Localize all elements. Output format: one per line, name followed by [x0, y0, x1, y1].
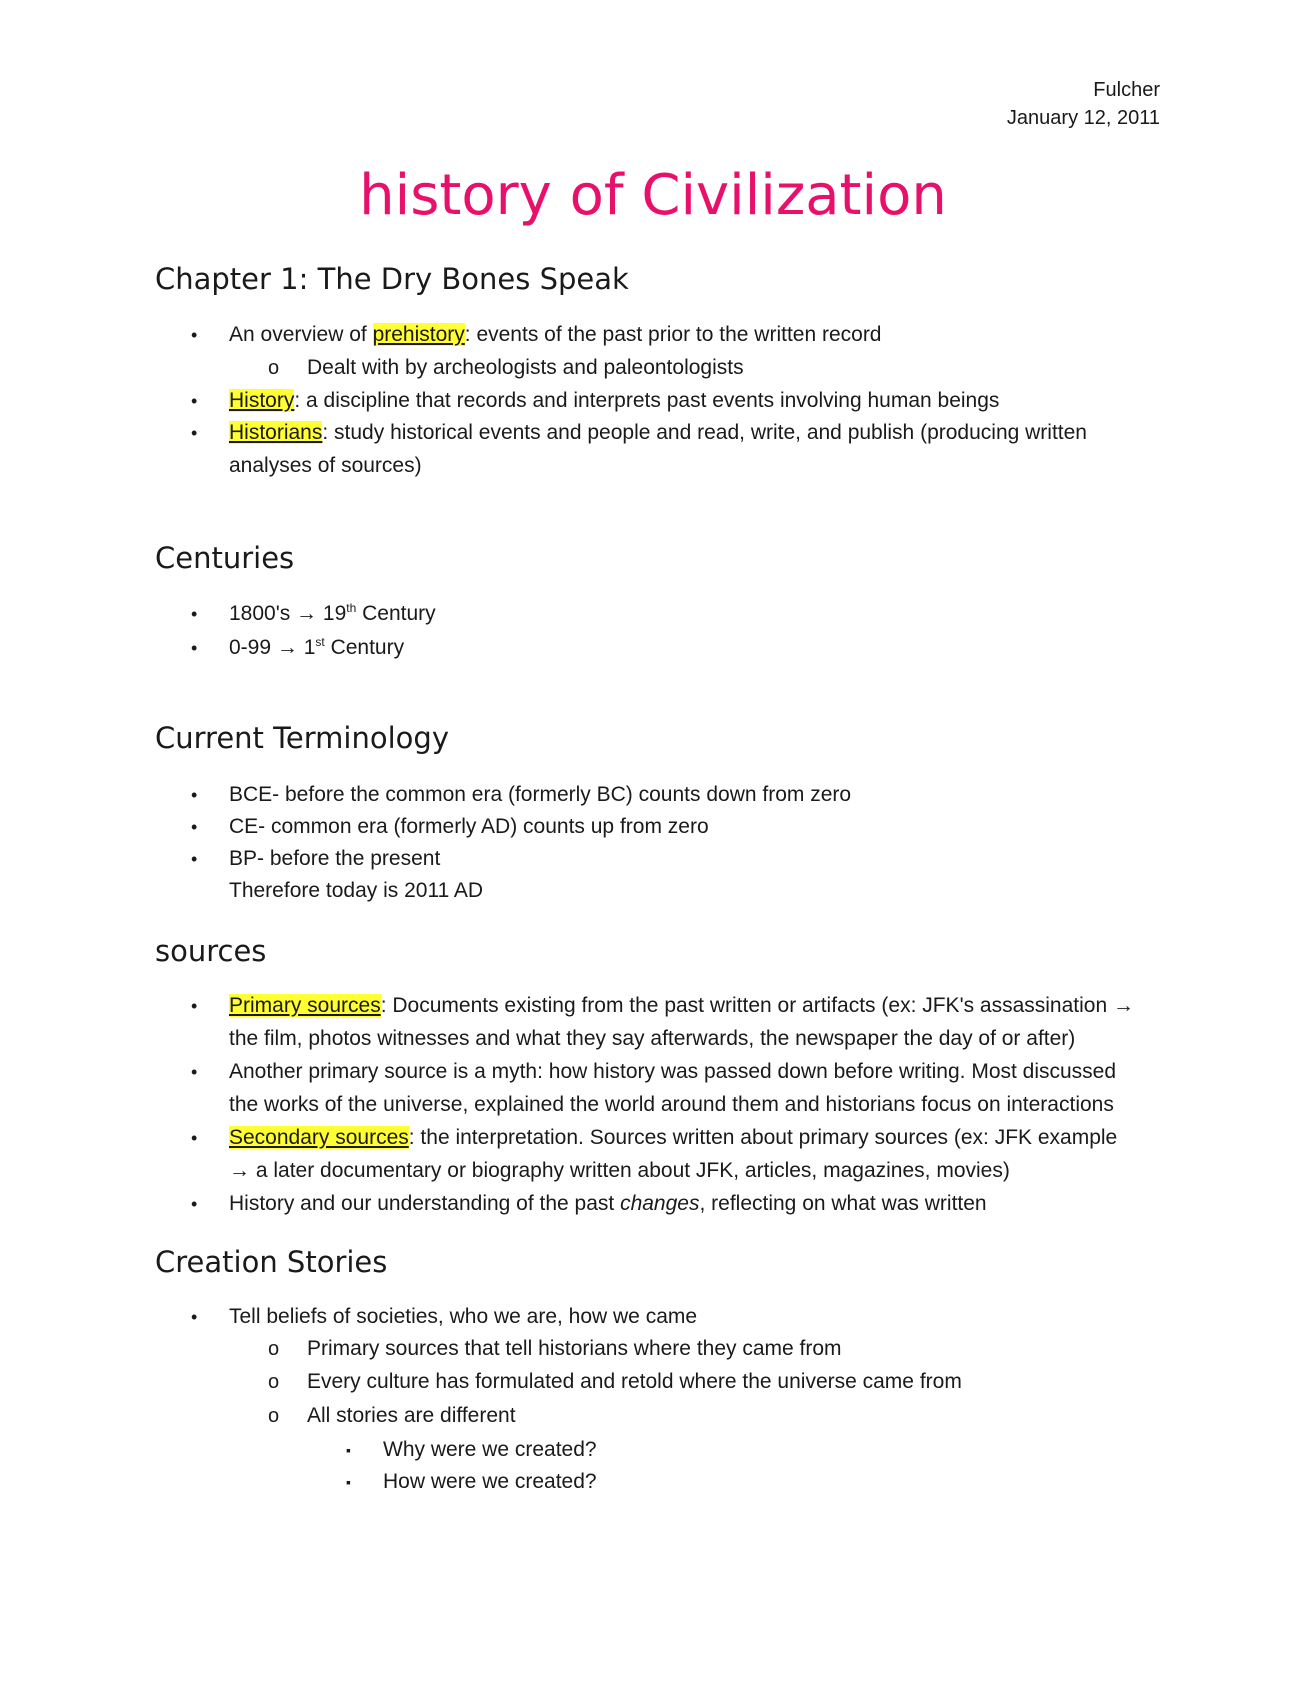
highlighted-term: prehistory	[372, 323, 465, 346]
list-item	[229, 418, 1087, 448]
item-text: Century	[356, 602, 436, 625]
item-text: , reflecting on what was written	[699, 1192, 987, 1215]
sub-list-item: Primary sources that tell historians where they came from	[307, 1337, 842, 1360]
bullet-marker: •	[191, 785, 198, 805]
list-item-continuation: → a later documentary or biography written about JFK, articles, magazines, movies)	[229, 1159, 1010, 1182]
document-title: history of Civilization	[359, 163, 947, 228]
square-bullet-marker: ▪	[346, 1442, 351, 1458]
bullet-marker: •	[191, 996, 198, 1016]
list-item-continuation: the film, photos witnesses and what they say afterwards, the newspaper the day of or after)	[229, 1027, 1076, 1050]
bullet-marker: •	[191, 849, 198, 869]
bullet-marker: •	[191, 604, 198, 624]
list-item-continuation: the works of the universe, explained the world around them and historians focus on interactions	[229, 1093, 1114, 1116]
list-item	[229, 633, 404, 663]
emphasized-word: changes	[620, 1192, 700, 1215]
list-item-continuation: analyses of sources)	[229, 454, 422, 477]
list-item	[229, 386, 999, 416]
highlighted-term: Historians	[229, 421, 323, 444]
bullet-marker: •	[191, 638, 198, 658]
sub-list-item: All stories are different	[307, 1404, 516, 1427]
list-item: Tell beliefs of societies, who we are, how we came	[229, 1305, 698, 1328]
bullet-marker: •	[191, 325, 198, 345]
sub-bullet-marker: o	[268, 1405, 280, 1427]
highlighted-term: Primary sources	[229, 994, 381, 1017]
list-item	[229, 1189, 987, 1219]
section-heading-chapter1: Chapter 1: The Dry Bones Speak	[155, 262, 629, 296]
document-date: January 12, 2011	[1006, 107, 1160, 129]
item-text: : the interpretation. Sources written about primary sources (ex: JFK example	[408, 1126, 1118, 1149]
superscript: th	[346, 601, 357, 615]
section-heading-centuries: Centuries	[155, 541, 295, 575]
item-text: : study historical events and people and read, write, and publish (producing written	[322, 421, 1087, 444]
list-item: BP- before the present	[229, 847, 441, 870]
bullet-marker: •	[191, 1062, 198, 1082]
sub-list-item: Dealt with by archeologists and paleontologists	[307, 356, 744, 379]
item-text: History and our understanding of the past	[229, 1192, 621, 1215]
author-name: Fulcher	[1093, 79, 1160, 101]
list-item: Another primary source is a myth: how history was passed down before writing. Most discussed	[229, 1060, 1117, 1083]
list-item-continuation: Therefore today is 2011 AD	[229, 879, 484, 902]
sub-sub-list-item: Why were we created?	[383, 1438, 597, 1461]
list-item	[229, 991, 1134, 1021]
square-bullet-marker: ▪	[346, 1474, 351, 1490]
bullet-marker: •	[191, 1194, 198, 1214]
item-text: An overview of	[229, 323, 373, 346]
item-text: Century	[324, 636, 405, 659]
item-text: : events of the past prior to the written record	[464, 323, 882, 346]
superscript: st	[315, 635, 325, 649]
bullet-marker: •	[191, 391, 198, 411]
sub-bullet-marker: o	[268, 1371, 280, 1393]
section-heading-creation: Creation Stories	[155, 1245, 388, 1279]
highlighted-term: History	[229, 389, 295, 412]
sub-sub-list-item: How were we created?	[383, 1470, 597, 1493]
list-item: BCE- before the common era (formerly BC) counts down from zero	[229, 783, 852, 806]
list-item: CE- common era (formerly AD) counts up from zero	[229, 815, 709, 838]
sub-bullet-marker: o	[268, 357, 280, 379]
list-item	[229, 320, 882, 350]
sub-list-item: Every culture has formulated and retold where the universe came from	[307, 1370, 962, 1393]
bullet-marker: •	[191, 423, 198, 443]
highlighted-term: Secondary sources	[229, 1126, 409, 1149]
list-item	[229, 599, 436, 629]
section-heading-terminology: Current Terminology	[155, 721, 449, 755]
item-text: : a discipline that records and interprets past events involving human beings	[294, 389, 1000, 412]
bullet-marker: •	[191, 817, 198, 837]
section-heading-sources: sources	[155, 934, 267, 968]
sub-bullet-marker: o	[268, 1338, 280, 1360]
item-text: : Documents existing from the past written or artifacts (ex: JFK's assassination →	[380, 994, 1134, 1017]
bullet-marker: •	[191, 1128, 198, 1148]
list-item	[229, 1123, 1117, 1153]
item-text: 1800's → 19	[229, 602, 347, 625]
bullet-marker: •	[191, 1307, 198, 1327]
item-text: 0-99 → 1	[229, 636, 316, 659]
